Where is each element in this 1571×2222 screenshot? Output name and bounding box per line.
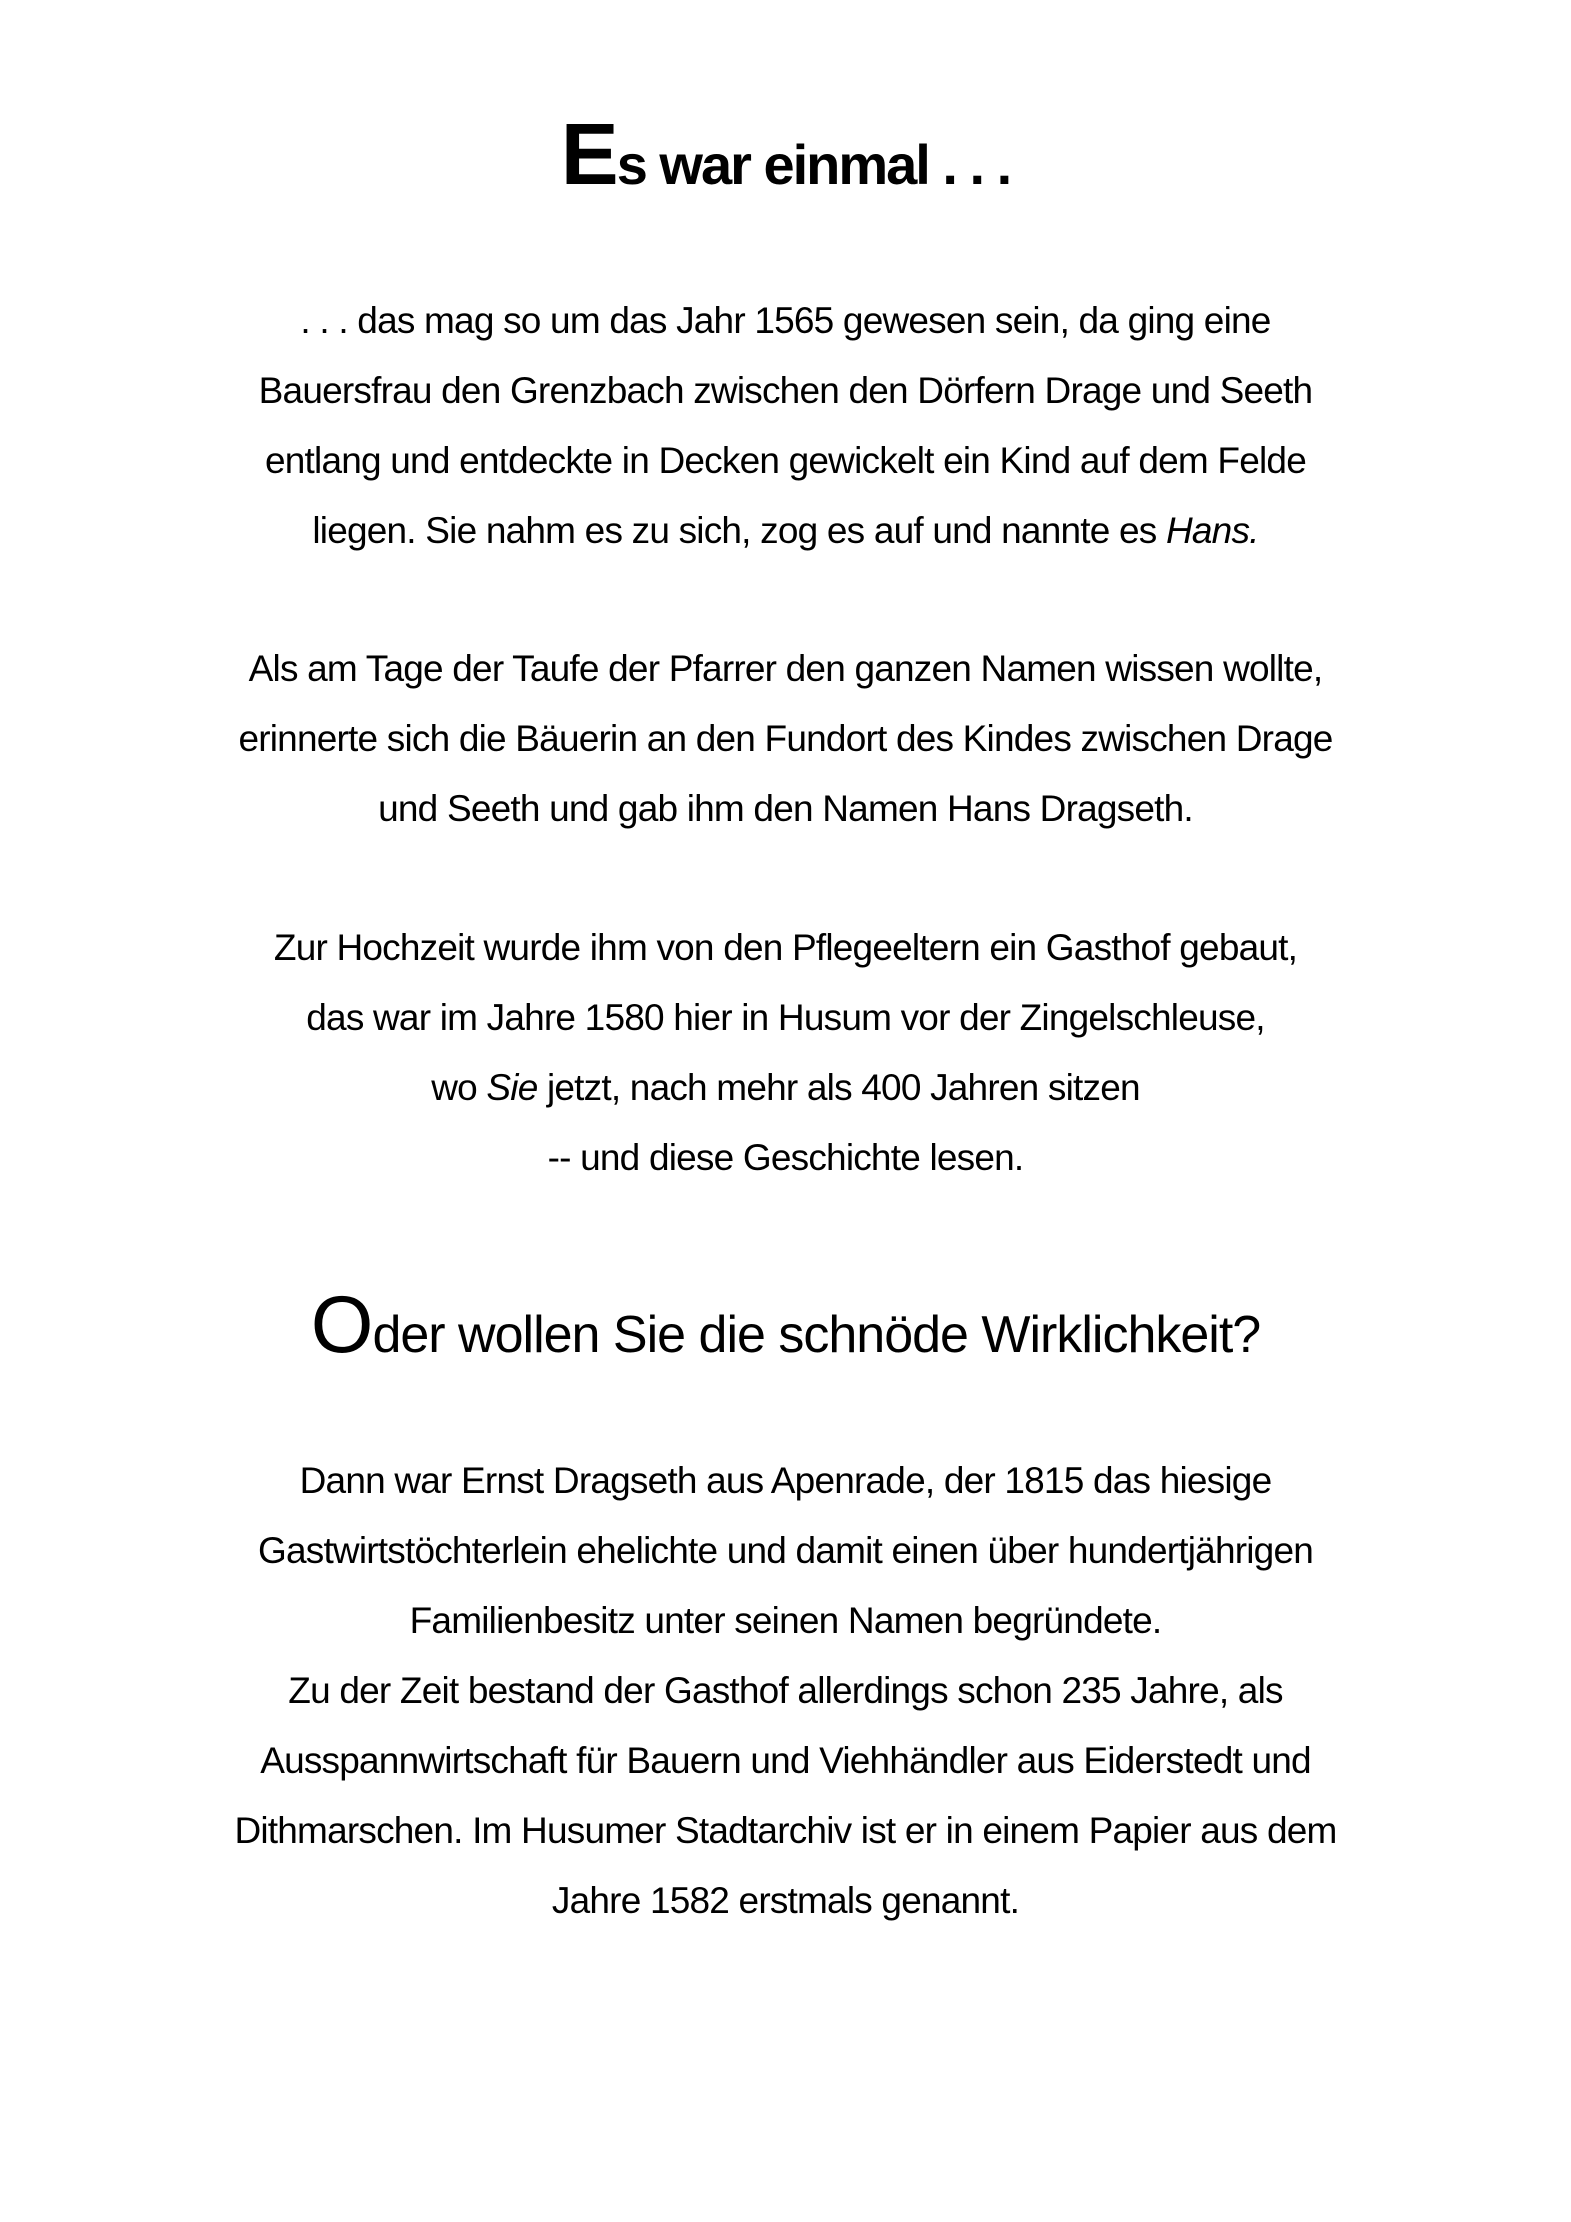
paragraph-legend-intro	[100, 286, 1471, 566]
para-3-line-2: das war im Jahre 1580 hier in Husum vor der Zingelschleuse,	[306, 997, 1265, 1038]
para-2-line-2: erinnerte sich die Bäuerin an den Fundort des Kindes zwischen Drage	[238, 718, 1333, 759]
para-4-line-5: Ausspannwirtschaft für Bauern und Viehhändler aus Eiderstedt und	[260, 1740, 1311, 1781]
para-4-line-4: Zu der Zeit bestand der Gasthof allerdings schon 235 Jahre, als	[288, 1670, 1283, 1711]
para-3-line-3-post: jetzt, nach mehr als 400 Jahren sitzen	[537, 1067, 1140, 1108]
para-1-line-1: . . . das mag so um das Jahr 1565 gewesen sein, da ging eine	[300, 300, 1271, 341]
para-1-line-4-text: liegen. Sie nahm es zu sich, zog es auf und nannte es	[312, 510, 1166, 551]
heading-2-initial: O	[310, 1280, 373, 1370]
paragraph-baptism	[100, 634, 1471, 844]
para-1-line-2: Bauersfrau den Grenzbach zwischen den Dörfern Drage und Seeth	[258, 370, 1313, 411]
word-sie-italic: Sie	[486, 1067, 538, 1108]
heading-es-war-einmal	[0, 106, 1571, 203]
para-3-line-3	[100, 1053, 1471, 1123]
para-4-line-1: Dann war Ernst Dragseth aus Apenrade, der 1815 das hiesige	[299, 1460, 1272, 1501]
heading-2-rest: der wollen Sie die schnöde Wirklichkeit?	[372, 1306, 1261, 1364]
para-3-line-3-pre: wo	[431, 1067, 487, 1108]
heading-1-initial: E	[560, 106, 617, 203]
paragraph-wedding-inn	[100, 913, 1471, 1193]
heading-schnoede-wirklichkeit	[0, 1280, 1571, 1370]
para-1-line-4	[100, 496, 1471, 566]
para-1-line-3: entlang und entdeckte in Decken gewickelt ein Kind auf dem Felde	[265, 440, 1306, 481]
para-3-line-1: Zur Hochzeit wurde ihm von den Pflegeeltern ein Gasthof gebaut,	[273, 927, 1298, 968]
para-3-line-4: -- und diese Geschichte lesen.	[547, 1137, 1024, 1178]
name-hans-italic: Hans.	[1165, 510, 1259, 551]
para-4-line-3: Familienbesitz unter seinen Namen begründete.	[409, 1600, 1162, 1641]
para-2-line-1: Als am Tage der Taufe der Pfarrer den ganzen Namen wissen wollte,	[248, 648, 1323, 689]
para-2-line-3: und Seeth und gab ihm den Namen Hans Dragseth.	[378, 788, 1193, 829]
heading-1-rest: s war einmal . . .	[616, 133, 1011, 196]
paragraph-reality	[100, 1446, 1471, 1936]
para-4-line-7: Jahre 1582 erstmals genannt.	[551, 1880, 1020, 1921]
para-4-line-6: Dithmarschen. Im Husumer Stadtarchiv ist er in einem Papier aus dem	[234, 1810, 1337, 1851]
para-4-line-2: Gastwirtstöchterlein ehelichte und damit einen über hundertjährigen	[257, 1530, 1313, 1571]
